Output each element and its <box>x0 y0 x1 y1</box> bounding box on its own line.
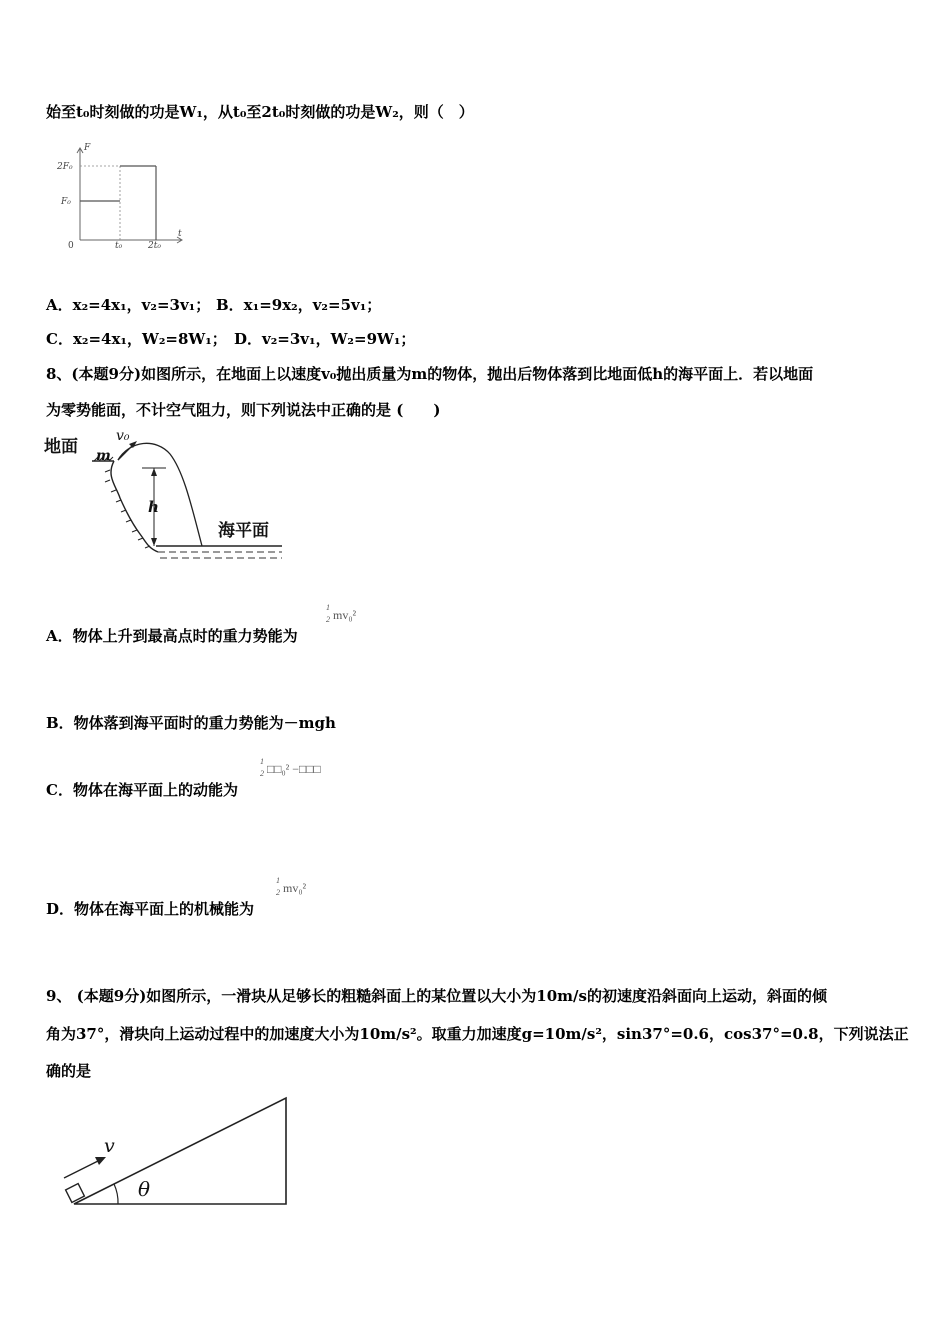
incline-figure <box>58 1090 298 1215</box>
cliff-projectile-figure <box>44 428 294 570</box>
q8-option-d[interactable]: D．物体在海平面上的机械能为 <box>46 900 255 918</box>
q8-option-c[interactable]: C．物体在海平面上的动能为 <box>46 781 238 799</box>
q7-option-d[interactable]: D．v₂=3v₁，W₂=9W₁； <box>234 330 416 348</box>
velocity-label: v <box>104 1135 115 1157</box>
q9-stem-line3: 确的是 <box>46 1062 92 1080</box>
x-tick-t0: t₀ <box>115 241 123 251</box>
x-tick-0: 0 <box>68 241 74 251</box>
x-axis-label: t <box>178 229 182 239</box>
q7-option-c[interactable]: C．x₂=4x₁，W₂=8W₁； <box>46 330 227 348</box>
q7-option-b[interactable]: B．x₁=9x₂，v₂=5v₁； <box>216 296 382 314</box>
velocity-label: v₀ <box>116 428 130 444</box>
height-label: h <box>148 498 159 516</box>
y-tick-f0: F₀ <box>61 197 71 207</box>
q9-stem-line1: 9、 (本题9分)如图所示，一滑块从足够长的粗糙斜面上的某位置以大小为10m/s的初速度沿斜面向上运动，斜面的倾 <box>46 987 827 1005</box>
y-tick-2f0: 2F₀ <box>57 162 73 172</box>
angle-arc <box>114 1184 118 1204</box>
sea-label: 海平面 <box>218 521 269 541</box>
force-time-graph <box>52 140 192 255</box>
q9-stem-line2: 角为37°，滑块向上运动过程中的加速度大小为10m/s²。取重力加速度g=10m/s²，sin37°=0.6，cos37°=0.8，下列说法正 <box>46 1025 909 1043</box>
q7-option-a[interactable]: A．x₂=4x₁，v₂=3v₁； <box>46 296 211 314</box>
y-axis-label: F <box>84 143 91 153</box>
x-tick-2t0: 2t₀ <box>148 241 161 251</box>
angle-label: θ <box>138 1177 151 1201</box>
ground-label: 地面 <box>44 437 78 457</box>
q8-option-b[interactable]: B．物体落到海平面时的重力势能为－mgh <box>46 714 336 732</box>
q7-intro-line: 始至t₀时刻做的功是W₁，从t₀至2t₀时刻做的功是W₂，则（ ） <box>46 103 474 121</box>
trajectory <box>118 443 202 546</box>
q8-stem-line2: 为零势能面，不计空气阻力，则下列说法中正确的是 ( ) <box>46 401 441 419</box>
mass-label: m <box>96 448 111 464</box>
q8-stem-line1: 8、(本题9分)如图所示，在地面上以速度v₀抛出质量为m的物体，抛出后物体落到比地面低h的海平面上．若以地面 <box>46 365 814 383</box>
q8-option-a[interactable]: A．物体上升到最高点时的重力势能为 <box>46 627 298 645</box>
